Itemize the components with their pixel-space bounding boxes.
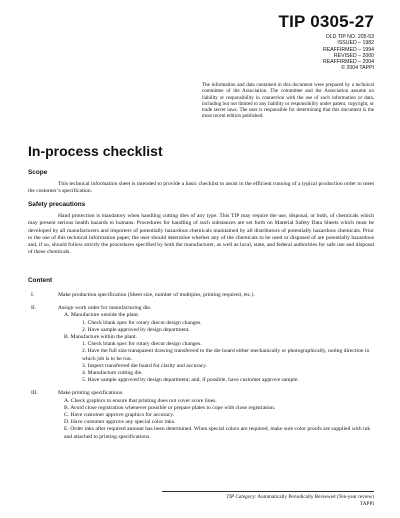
scope-heading: Scope xyxy=(28,169,48,176)
sub-item-a: A. Manufacture outside the plant. xyxy=(64,312,140,319)
page-title: In-process checklist xyxy=(28,143,163,159)
sub-item: C. Have customer approve graphics for accuracy. xyxy=(64,412,175,419)
sub-item: D. Have customer approve any special color inks. xyxy=(64,419,176,426)
sub-item: B. Avoid close registration whenever possible or prepare plates to cope with close registration. xyxy=(64,404,276,411)
revision-history xyxy=(279,34,374,72)
footer-divider xyxy=(162,491,374,492)
safety-paragraph xyxy=(28,213,374,257)
outline-number: III. xyxy=(31,390,38,397)
sub-sub-item: 2. Have the full size transparent drawing transferred to the die board either mechanically or photographically, noting direction in which job is to be run. xyxy=(82,348,370,362)
safety-heading: Safety precautions xyxy=(28,201,86,208)
outline-item-1 xyxy=(28,292,378,299)
outline-text: Assign work order for manufacturing die. xyxy=(58,305,152,312)
footer-org: TAPPI xyxy=(360,500,374,507)
content-outline xyxy=(28,292,378,447)
sub-sub-item: 5. Have sample approved by design department; and, if possible, have customer approve sample. xyxy=(82,377,299,384)
scope-text: This technical information sheet is intended to provide a basic checklist to assist in the efficient running of a typical production order to meet the customer’s specification. xyxy=(28,181,374,195)
safety-text: Hand protection is mandatory when handling cutting dies of any type. This TIP may require the use, disposal, or both, of chemicals which may present serious health hazards to humans. Procedures for handling of such substances are set forth on Material Safety Data Sheets which must be developed by all manufacturers and importers of potentially hazardous chemicals maintained by all distributors of potentially hazardous chemicals. Prior to the use of this technical information paper, the user should determine whether any of the chemicals to be used or disposed of are potentially hazardous and, if so, should follow strictly the procedures specified by both the manufacturer, as well as local, state, and federal authorities for safe use and disposal of these chemicals. xyxy=(28,213,374,256)
footer-category-value: Automatically Periodically Reviewed (Ten-year review) xyxy=(257,494,374,500)
reaffirmed-date: REAFFIRMED – 1994 xyxy=(322,46,374,53)
sub-item: E. Order inks after required amount has been determined. When special colors are required, make sure color proofs are supplied with ink and attached to printing specifications. xyxy=(64,426,371,440)
outline-item-2 xyxy=(28,305,378,384)
reaffirmed-date-2: REAFFIRMED – 2004 xyxy=(322,59,374,66)
sub-item: A. Check graphics to ensure that printing does not cover score lines. xyxy=(64,397,217,404)
sub-sub-item: 2. Have sample approved by design department. xyxy=(82,326,190,333)
sub-sub-item: 1. Check blank spec for rotary diecut design changes. xyxy=(82,341,202,348)
old-tip-number: OLD TIP NO. 205-53 xyxy=(325,34,374,40)
sub-sub-item: 4. Manufacture cutting die. xyxy=(82,370,143,377)
tip-number: TIP 0305-27 xyxy=(278,12,374,31)
copyright: © 2004 TAPPI xyxy=(341,65,374,72)
outline-number: I. xyxy=(31,292,35,298)
footer-category-label: TIP Category: xyxy=(226,494,257,500)
disclaimer: The information and data contained in this document were prepared by a technical committee of the Association. The committee and the Association assume no liability or responsibility in connection with the use of such information or data, including but not limited to any liability or responsibility under patent, copyright, or trade secret laws. The user is responsible for determining that this document is the most recent edition published. xyxy=(202,82,374,120)
issued-date: ISSUED – 1982 xyxy=(337,40,374,47)
outline-text: Make printing specifications. xyxy=(58,390,124,397)
scope-paragraph xyxy=(28,181,374,196)
sub-sub-item: 3. Inspect transferred die board for clarity and accuracy. xyxy=(82,362,208,369)
page-footer xyxy=(226,494,374,507)
outline-number: II. xyxy=(31,305,37,312)
sub-sub-item: 1. Check blank spec for rotary diecut design changes. xyxy=(82,319,202,326)
content-heading: Content xyxy=(28,277,53,284)
sub-item-b: B. Manufacture within the plant. xyxy=(64,334,138,341)
outline-item-3 xyxy=(28,390,378,440)
revised-date: REVISED – 2000 xyxy=(333,52,374,59)
footer-category-line xyxy=(226,494,374,501)
outline-text: Make production specification (Sheet size, number of multiples, printing required, etc.). xyxy=(58,292,255,298)
document-header xyxy=(279,13,374,72)
